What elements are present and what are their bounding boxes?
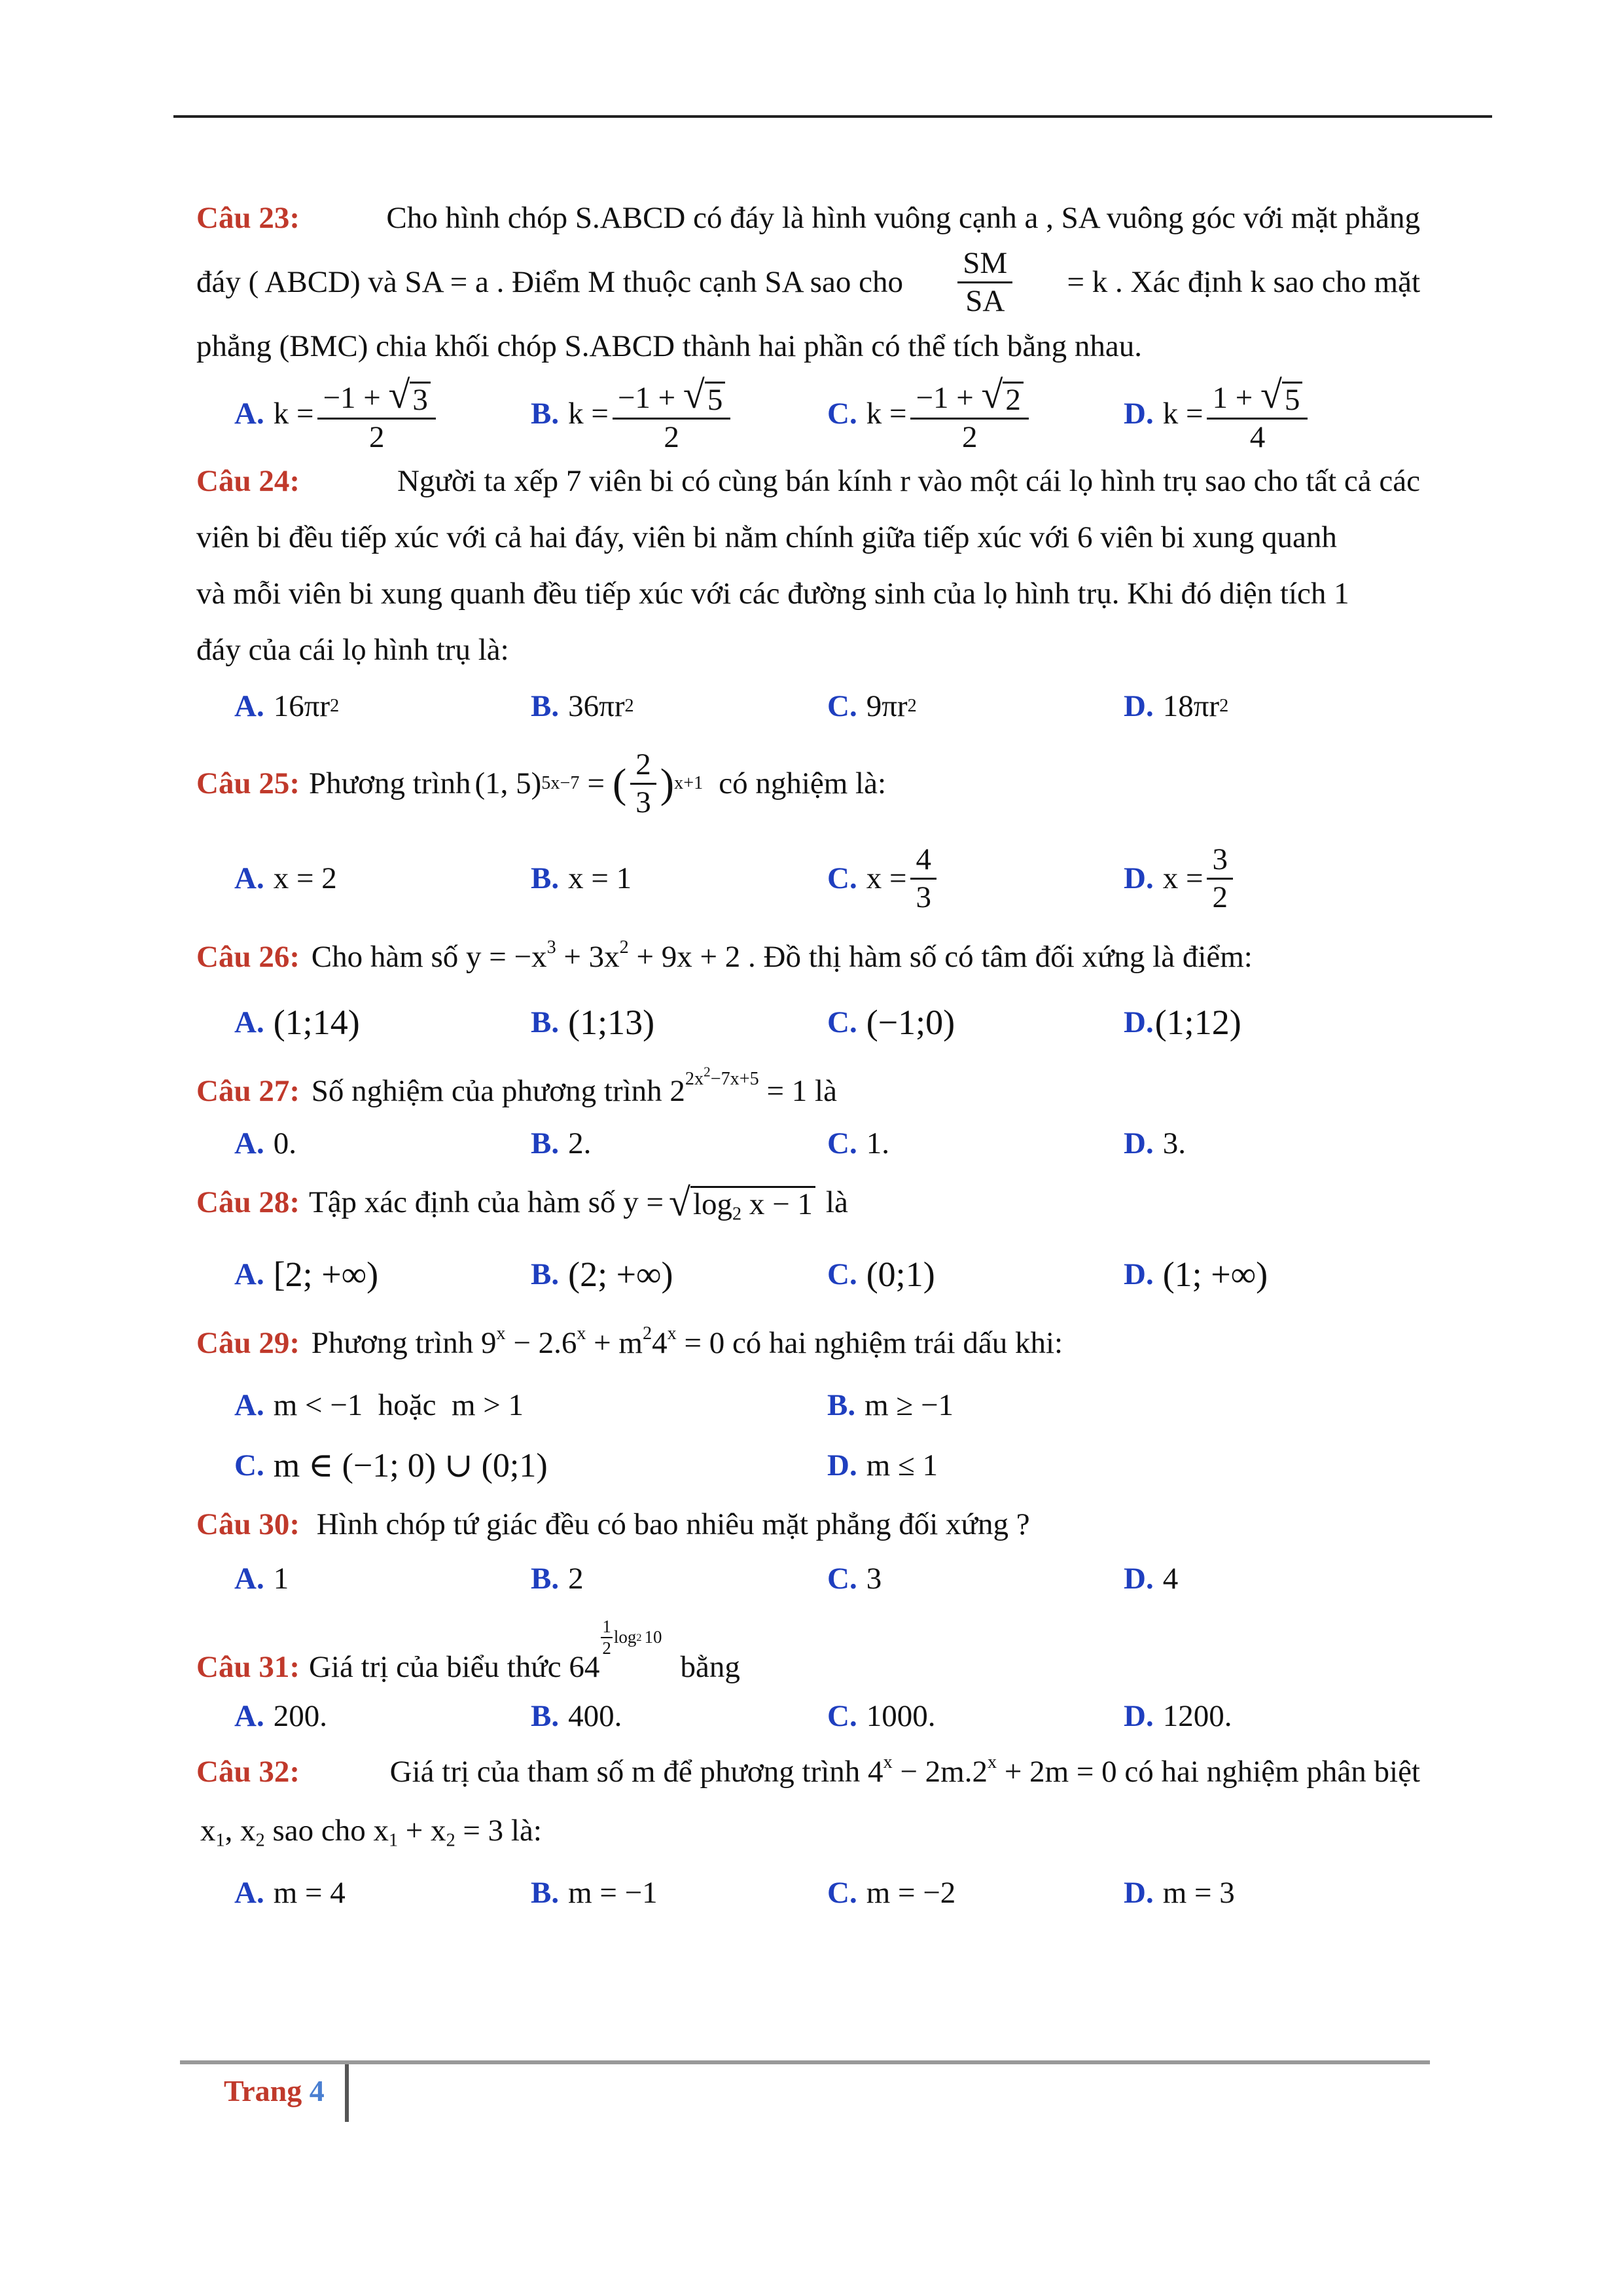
option-d[interactable] — [1124, 1238, 1420, 1310]
question-23-text-2b: = k . Xác định k sao cho mặt — [1067, 265, 1420, 299]
option-d[interactable] — [1124, 1552, 1420, 1605]
question-28 — [196, 1166, 1420, 1310]
option-letter: A. — [234, 1257, 264, 1291]
option-c[interactable] — [827, 1552, 1124, 1605]
text-part: Cho hàm số y = −x — [311, 940, 547, 974]
option-c[interactable] — [827, 842, 1124, 914]
option-b[interactable] — [531, 861, 827, 896]
question-31-exponent: $\frac{1}{2}$ log 2 10 — [602, 1616, 662, 1658]
equation-fraction — [630, 747, 656, 819]
option-d[interactable] — [1124, 842, 1420, 914]
text-part: sao cho x — [264, 1814, 389, 1848]
question-32-line-1 — [196, 1742, 1420, 1801]
radicand-part: log — [692, 1187, 733, 1222]
text-part: = 0 có hai nghiệm trái dấu khi: — [676, 1326, 1063, 1360]
option-letter: A. — [234, 1699, 264, 1733]
page-label: Trang — [224, 2074, 302, 2108]
exponent: x — [496, 1323, 506, 1344]
option-letter: B. — [531, 1005, 560, 1039]
option-text: m ≤ 1 — [866, 1448, 938, 1482]
question-32-options — [234, 1860, 1420, 1926]
question-23 — [196, 190, 1420, 453]
question-24 — [196, 453, 1420, 734]
text-part: = 3 là: — [455, 1814, 542, 1848]
question-27-options — [234, 1121, 1420, 1166]
subscript: 1 — [388, 1830, 399, 1851]
option-c[interactable] — [827, 372, 1124, 455]
option-letter: A. — [234, 1876, 264, 1910]
option-d[interactable] — [1124, 1860, 1420, 1926]
text-part: Số nghiệm của phương trình 2 — [311, 1074, 685, 1108]
question-25-text-b: có nghiệm là: — [719, 766, 887, 800]
option-fraction — [317, 372, 435, 455]
exam-content — [196, 190, 1420, 1926]
question-25-text-a: Phương trình — [308, 766, 471, 800]
equation-base: (1, 5) — [474, 766, 542, 800]
option-letter: C. — [827, 1876, 857, 1910]
question-26-options — [234, 990, 1420, 1055]
option-letter: C. — [827, 861, 857, 895]
fraction-denominator: 2 — [1212, 880, 1228, 914]
option-c[interactable] — [827, 1690, 1124, 1742]
option-letter: A. — [234, 1562, 264, 1596]
subscript: 2 — [255, 1830, 265, 1851]
question-25-options — [234, 833, 1420, 924]
question-23-label: Câu 23: — [196, 201, 300, 235]
fraction-numerator: 2 — [630, 747, 656, 784]
option-b[interactable] — [531, 1860, 827, 1926]
question-27-label: Câu 27: — [196, 1074, 300, 1108]
text-part: x — [200, 1814, 216, 1848]
radicand: 5 — [1282, 382, 1303, 418]
option-b[interactable] — [531, 990, 827, 1055]
exponent-part: 2x — [685, 1068, 704, 1089]
exponent: x — [883, 1751, 893, 1772]
option-a[interactable] — [234, 1552, 531, 1605]
question-24-text-3: và mỗi viên bi xung quanh đều tiếp xúc với các đường sinh của lọ hình trụ. Khi đó diện tích 1 — [196, 577, 1349, 611]
option-lhs: k = — [1162, 397, 1204, 431]
option-text: 18πr — [1162, 689, 1220, 723]
option-letter: A. — [234, 689, 264, 723]
option-text: m < −1 hoặc m > 1 — [273, 1388, 524, 1422]
option-letter: B. — [531, 1257, 560, 1291]
option-letter: B. — [531, 861, 560, 895]
option-b[interactable] — [531, 1121, 827, 1166]
option-letter: D. — [1124, 1876, 1154, 1910]
option-letter: B. — [827, 1388, 856, 1422]
fraction-denominator: 3 — [916, 880, 931, 914]
exponent: x — [667, 1323, 677, 1344]
question-26-label: Câu 26: — [196, 940, 300, 974]
option-letter: D. — [1124, 1257, 1154, 1291]
option-text: m = −1 — [568, 1876, 658, 1910]
radicand: 3 — [410, 382, 431, 418]
text-part: = 1 là — [758, 1074, 837, 1108]
option-text: 9πr — [866, 689, 908, 723]
question-27 — [196, 1055, 1420, 1166]
question-29-line-1 — [196, 1310, 1420, 1376]
option-a[interactable] — [234, 372, 531, 455]
option-text: m ∈ (−1; 0) ∪ (0;1) — [273, 1447, 548, 1484]
fraction-denominator: 3 — [635, 785, 651, 819]
option-b[interactable]: B. 36πr 2 — [531, 678, 827, 734]
numerator-term: −1 + — [323, 380, 389, 415]
option-letter: D. — [1124, 861, 1154, 895]
option-a[interactable] — [234, 1860, 531, 1926]
exponent: x — [577, 1323, 586, 1344]
question-29-options-row-2 — [234, 1435, 1420, 1497]
option-fraction — [910, 842, 936, 914]
option-letter: A. — [234, 861, 264, 895]
question-32-line-2 — [196, 1801, 1420, 1860]
option-b[interactable] — [520, 1376, 1420, 1435]
question-24-line-1 — [196, 453, 1420, 509]
option-text: (2; +∞) — [568, 1255, 673, 1294]
option-fraction — [613, 372, 730, 455]
option-a[interactable] — [234, 861, 531, 896]
footer-divider — [345, 2064, 349, 2122]
question-28-label: Câu 28: — [196, 1185, 300, 1219]
option-text: (1; +∞) — [1162, 1255, 1268, 1294]
question-29 — [196, 1310, 1420, 1497]
option-c[interactable] — [827, 990, 1124, 1055]
option-text: 16πr — [273, 689, 330, 723]
text-part: − 2m.2 — [892, 1755, 988, 1789]
option-text: 4 — [1162, 1562, 1179, 1596]
text-part: , x — [224, 1814, 256, 1848]
question-27-text — [311, 1063, 837, 1108]
option-letter: C. — [827, 1257, 857, 1291]
option-letter: D. — [1124, 1699, 1154, 1733]
fraction-numerator — [910, 372, 1028, 420]
option-lhs: x = — [1162, 861, 1204, 895]
option-letter: C. — [234, 1448, 264, 1482]
option-letter: A. — [234, 1126, 264, 1160]
question-30 — [196, 1497, 1420, 1605]
exponent-fraction — [601, 1617, 613, 1659]
fraction-numerator: 4 — [910, 842, 936, 879]
option-d[interactable] — [1124, 1121, 1420, 1166]
question-31 — [196, 1605, 1420, 1742]
option-fraction — [1207, 372, 1308, 455]
option-d[interactable] — [1124, 1690, 1420, 1742]
question-27-line-1 — [196, 1055, 1420, 1121]
fraction-numerator — [1207, 372, 1308, 420]
option-letter: D. — [1124, 397, 1154, 431]
question-26 — [196, 924, 1420, 1055]
option-text: x = 2 — [273, 861, 337, 895]
option-text: (1;12) — [1154, 1003, 1241, 1042]
radicand: 5 — [705, 382, 726, 418]
option-a[interactable] — [234, 1238, 531, 1310]
question-25 — [196, 734, 1420, 924]
option-letter: C. — [827, 1126, 857, 1160]
fraction-denominator: SA — [965, 283, 1005, 318]
option-text: 1000. — [866, 1699, 936, 1733]
option-letter: B. — [531, 1126, 560, 1160]
question-24-text-2: viên bi đều tiếp xúc với cả hai đáy, viên bi nằm chính giữa tiếp xúc với 6 viên bi xung quanh — [196, 520, 1337, 554]
question-25-line-1 — [196, 734, 1420, 833]
option-c[interactable] — [827, 1238, 1124, 1310]
text-part: − 2.6 — [505, 1326, 577, 1360]
numerator-term: 1 + — [1212, 380, 1260, 415]
question-29-text — [311, 1323, 1063, 1360]
question-25-label: Câu 25: — [196, 766, 300, 800]
question-31-text-a: Giá trị của biểu thức 64 — [308, 1650, 600, 1684]
question-26-line-1 — [196, 924, 1420, 990]
option-text: 3 — [866, 1562, 882, 1596]
fraction-denominator: 2 — [961, 420, 978, 454]
option-letter: C. — [827, 1699, 857, 1733]
option-letter: C. — [827, 689, 857, 723]
question-28-text-a: Tập xác định của hàm số y = — [308, 1185, 664, 1219]
text-part: + 2m = 0 có hai nghiệm phân biệt — [997, 1755, 1420, 1789]
option-d[interactable]: D. 18πr 2 — [1124, 678, 1420, 734]
option-text: 2. — [568, 1126, 592, 1160]
question-32-label: Câu 32: — [196, 1755, 300, 1789]
option-fraction — [910, 372, 1028, 455]
option-text: (−1;0) — [866, 1003, 955, 1042]
option-text: (1;13) — [568, 1003, 655, 1042]
option-letter: B. — [531, 1876, 560, 1910]
question-30-label: Câu 30: — [196, 1507, 300, 1541]
right-paren: ) — [660, 760, 675, 806]
exponent: 2 — [619, 937, 629, 958]
option-d[interactable] — [520, 1435, 1420, 1497]
question-28-text-b: là — [825, 1185, 848, 1219]
question-31-label: Câu 31: — [196, 1650, 300, 1684]
option-lhs: k = — [568, 397, 609, 431]
question-32-text-2 — [200, 1814, 542, 1851]
option-text: 2 — [568, 1562, 584, 1596]
option-lhs: x = — [866, 861, 907, 895]
option-lhs: k = — [273, 397, 314, 431]
exponent: 2 — [643, 1323, 652, 1344]
option-text: m = 3 — [1162, 1876, 1235, 1910]
option-text: x = 1 — [568, 861, 632, 895]
question-24-line-2 — [196, 509, 1420, 565]
option-letter: D. — [1124, 1562, 1154, 1596]
option-b[interactable] — [531, 1690, 827, 1742]
option-letter: C. — [827, 397, 857, 431]
question-32-text — [390, 1742, 1420, 1801]
option-letter: A. — [234, 1005, 264, 1039]
option-a[interactable] — [234, 1690, 531, 1742]
question-24-text-1: Người ta xếp 7 viên bi có cùng bán kính r vào một cái lọ hình trụ sao cho tất cả các — [397, 464, 1420, 498]
text-part: + x — [398, 1814, 446, 1848]
fraction-numerator — [317, 372, 435, 420]
question-24-text-4: đáy của cái lọ hình trụ là: — [196, 633, 509, 667]
text-part: + 3x — [556, 940, 620, 974]
option-text: 200. — [273, 1699, 327, 1733]
radicand — [690, 1186, 815, 1225]
question-23-line-1 — [196, 190, 1420, 246]
option-d[interactable] — [1124, 372, 1420, 455]
question-23-options — [234, 374, 1420, 453]
fraction-denominator: 2 — [368, 420, 385, 454]
question-30-line-1 — [196, 1497, 1420, 1552]
option-c[interactable] — [827, 1860, 1124, 1926]
text-part: Giá trị của tham số m để phương trình 4 — [389, 1755, 883, 1789]
question-23-text-1: Cho hình chóp S.ABCD có đáy là hình vuông cạnh a , SA vuông góc với mặt phẳng — [386, 201, 1420, 235]
left-paren: ( — [612, 760, 627, 806]
question-26-text — [311, 937, 1253, 974]
option-letter: C. — [827, 1562, 857, 1596]
footer-rule — [180, 2060, 1430, 2064]
fraction-denominator: 2 — [602, 1638, 611, 1658]
option-a[interactable] — [234, 990, 531, 1055]
question-24-options — [234, 678, 1420, 734]
numerator-term: −1 + — [617, 380, 683, 415]
exponent: x — [987, 1751, 997, 1772]
question-23-line-3 — [196, 318, 1420, 374]
option-text: 3. — [1162, 1126, 1186, 1160]
exponent-part: −7x+5 — [710, 1068, 759, 1089]
question-29-options-row-1 — [234, 1376, 1420, 1435]
fraction-numerator: 1 — [601, 1617, 613, 1638]
fraction-numerator — [613, 372, 730, 420]
radicand: 2 — [1003, 382, 1024, 418]
option-text: 1. — [866, 1126, 889, 1160]
option-text: (0;1) — [866, 1255, 935, 1294]
question-23-text-3: phẳng (BMC) chia khối chóp S.ABCD thành hai phần có thể tích bằng nhau. — [196, 329, 1142, 363]
text-part: + m — [586, 1326, 643, 1360]
log-base: 2 — [732, 1204, 742, 1225]
page-number: 4 — [309, 2074, 325, 2108]
option-text: [2; +∞) — [273, 1255, 379, 1294]
question-31-options — [234, 1690, 1420, 1742]
option-text: 1 — [273, 1562, 289, 1596]
option-letter: D. — [827, 1448, 857, 1482]
radicand-part: x − 1 — [741, 1187, 813, 1222]
option-text: m = −2 — [866, 1876, 956, 1910]
fraction-denominator: 2 — [664, 420, 679, 454]
radical: √ 3 — [388, 372, 430, 418]
option-letter: B. — [531, 1699, 560, 1733]
question-24-line-4 — [196, 622, 1420, 678]
fraction-denominator: 4 — [1249, 420, 1266, 454]
option-text: (1;14) — [273, 1003, 360, 1042]
option-fraction — [1207, 842, 1233, 914]
text-part: + 9x + 2 . Đồ thị hàm số có tâm đối xứng là điểm: — [628, 940, 1253, 974]
option-letter: D. — [1124, 1126, 1154, 1160]
radical: √ 5 — [1260, 372, 1302, 418]
radical: √ 5 — [683, 372, 725, 418]
header-rule — [173, 115, 1492, 118]
option-a[interactable] — [234, 1121, 531, 1166]
exponent-log: log — [613, 1627, 637, 1647]
question-30-text: Hình chóp tứ giác đều có bao nhiêu mặt phẳng đối xứng ? — [316, 1507, 1030, 1541]
nested-exponent: 2 — [704, 1063, 711, 1079]
option-c[interactable]: C. 9πr 2 — [827, 678, 1124, 734]
text-part: 4 — [652, 1326, 668, 1360]
question-23-line-2 — [196, 246, 1420, 318]
page-footer — [224, 2073, 325, 2108]
option-c[interactable] — [827, 1121, 1124, 1166]
equation-equals: = — [587, 766, 605, 800]
option-letter: B. — [531, 1562, 560, 1596]
question-31-line-1 — [196, 1605, 1420, 1690]
question-32 — [196, 1742, 1420, 1926]
option-text: 400. — [568, 1699, 622, 1733]
question-31-text-b: bằng — [680, 1650, 740, 1684]
option-text: 36πr — [568, 689, 625, 723]
question-23-fraction — [957, 245, 1012, 318]
radical: √ $\log_2 x - 1$ — [669, 1183, 815, 1222]
subscript: 2 — [446, 1830, 455, 1851]
option-d[interactable] — [1124, 990, 1420, 1055]
option-letter: C. — [827, 1005, 857, 1039]
option-lhs: k = — [866, 397, 907, 431]
option-letter: B. — [531, 689, 560, 723]
question-28-options — [234, 1238, 1420, 1310]
option-text: m ≥ −1 — [865, 1388, 954, 1422]
option-b[interactable] — [531, 1238, 827, 1310]
question-23-text-2a: đáy ( ABCD) và SA = a . Điểm M thuộc cạnh SA sao cho — [196, 265, 903, 299]
radical: √ 2 — [981, 372, 1023, 418]
fraction-numerator: 3 — [1207, 842, 1233, 879]
text-part: Phương trình 9 — [311, 1326, 497, 1360]
question-29-label: Câu 29: — [196, 1326, 300, 1360]
fraction-numerator: SM — [957, 245, 1012, 283]
question-28-line-1 — [196, 1166, 1420, 1238]
option-letter: D. — [1124, 689, 1154, 723]
option-letter: A. — [234, 1388, 264, 1422]
numerator-term: −1 + — [916, 380, 982, 415]
option-a[interactable]: A. 16πr 2 — [234, 678, 531, 734]
option-letter: B. — [531, 397, 560, 431]
log-argument: 10 — [644, 1627, 662, 1647]
option-letter: A. — [234, 397, 264, 431]
question-24-label: Câu 24: — [196, 464, 300, 498]
question-24-line-3 — [196, 565, 1420, 622]
option-b[interactable] — [531, 1552, 827, 1605]
question-30-options — [234, 1552, 1420, 1605]
option-text: 1200. — [1162, 1699, 1232, 1733]
exponent — [685, 1063, 759, 1089]
question-25-equation: (1, 5) 5x−7 = ( $\frac{2}{3}$ ) x+1 — [474, 747, 704, 819]
option-b[interactable] — [531, 372, 827, 455]
option-text: 0. — [273, 1126, 296, 1160]
exponent: 3 — [546, 937, 556, 958]
subscript: 1 — [215, 1830, 225, 1851]
option-text: m = 4 — [273, 1876, 346, 1910]
option-letter: D. — [1124, 1005, 1154, 1039]
